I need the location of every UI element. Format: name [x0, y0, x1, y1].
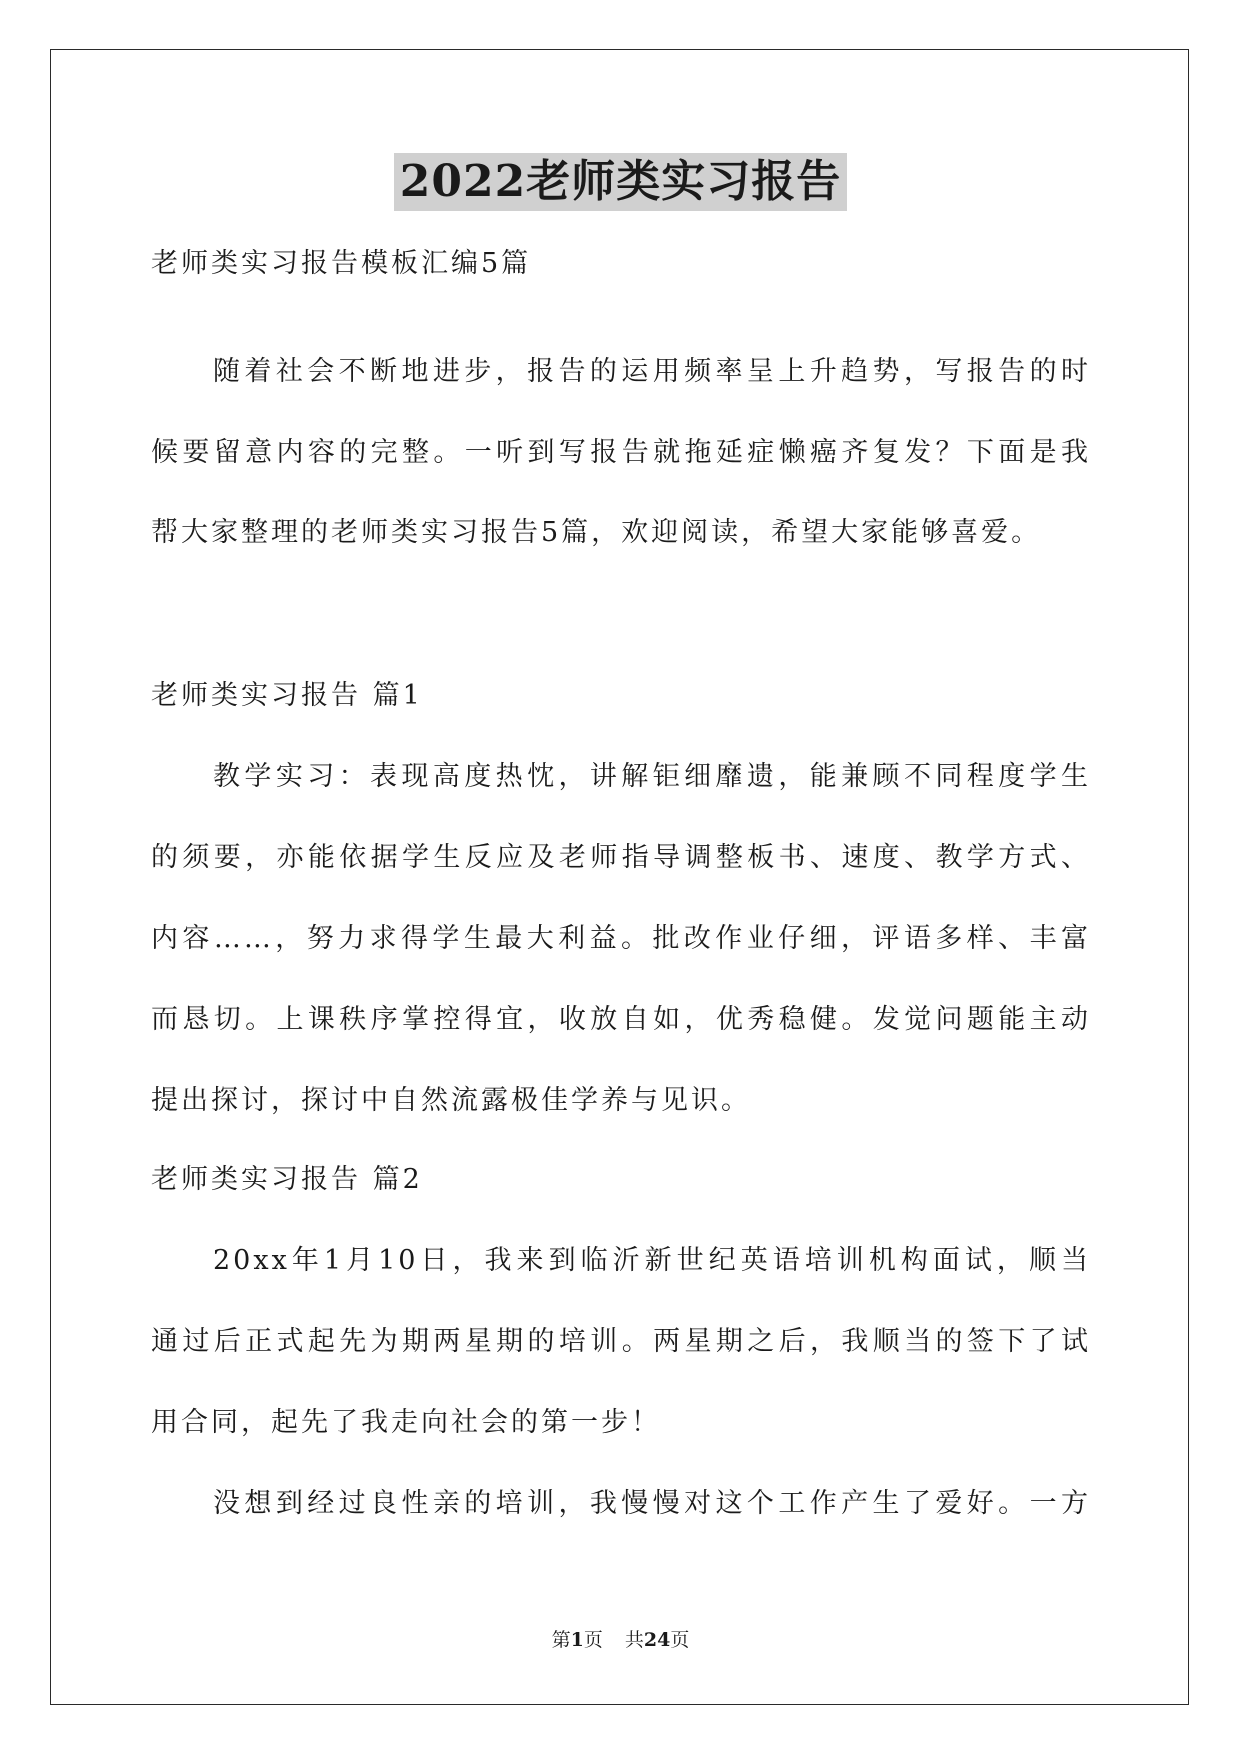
footer-total-suffix: 页 — [670, 1629, 690, 1651]
section2-line-4: 没想到经过良性亲的培训，我慢慢对这个工作产生了爱好。一方 — [213, 1488, 1091, 1519]
section2-line-2: 通过后正式起先为期两星期的培训。两星期之后，我顺当的签下了试 — [151, 1326, 1091, 1357]
footer-page-number: 1 — [570, 1629, 584, 1651]
document-title: 2022老师类实习报告 — [394, 153, 847, 211]
footer-total-pages: 24 — [643, 1629, 671, 1651]
footer-total-prefix: 共 — [624, 1629, 644, 1651]
footer-page-suffix: 页 — [583, 1629, 603, 1651]
intro-line-3: 帮大家整理的老师类实习报告5篇，欢迎阅读，希望大家能够喜爱。 — [151, 517, 1042, 548]
section1-line-5: 提出探讨，探讨中自然流露极佳学养与见识。 — [151, 1085, 751, 1116]
footer-prefix: 第 — [551, 1629, 571, 1651]
section2-heading: 老师类实习报告 篇2 — [151, 1164, 423, 1195]
section1-line-4: 而恳切。上课秩序掌控得宜，收放自如，优秀稳健。发觉问题能主动 — [151, 1004, 1091, 1035]
document-subtitle: 老师类实习报告模板汇编5篇 — [151, 248, 532, 279]
section1-line-1: 教学实习：表现高度热忱，讲解钜细靡遗，能兼顾不同程度学生 — [213, 761, 1091, 792]
section1-line-3: 内容……，努力求得学生最大利益。批改作业仔细，评语多样、丰富 — [151, 923, 1091, 954]
section1-line-2: 的须要，亦能依据学生反应及老师指导调整板书、速度、教学方式、 — [151, 842, 1091, 873]
title-container — [0, 153, 1241, 211]
page-footer — [0, 1625, 1241, 1652]
section2-line-1: 20xx年1月10日，我来到临沂新世纪英语培训机构面试，顺当 — [213, 1245, 1091, 1276]
section2-line-3: 用合同，起先了我走向社会的第一步！ — [151, 1407, 661, 1438]
section1-heading: 老师类实习报告 篇1 — [151, 680, 423, 711]
intro-line-2: 候要留意内容的完整。一听到写报告就拖延症懒癌齐复发？下面是我 — [151, 437, 1091, 468]
intro-line-1: 随着社会不断地进步，报告的运用频率呈上升趋势，写报告的时 — [213, 356, 1091, 387]
